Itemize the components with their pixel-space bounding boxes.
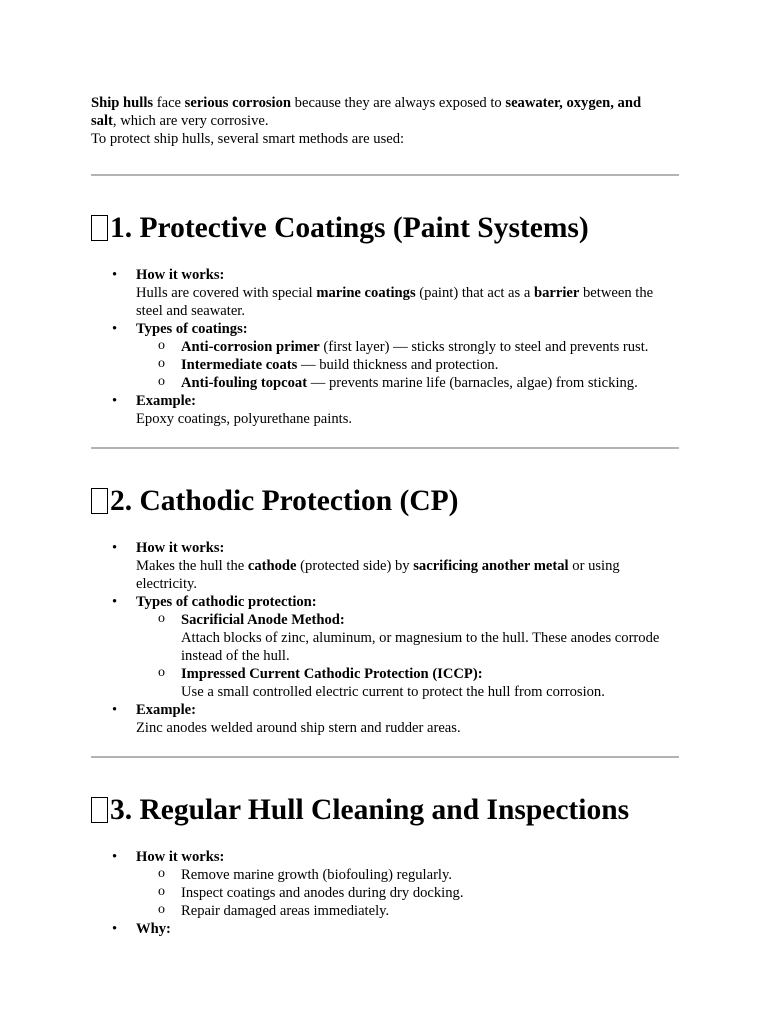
list-text: between the [579,285,654,301]
sublist [136,866,679,920]
example-text: Epoxy coatings, polyurethane paints. [136,411,353,427]
bold-term: Anti-corrosion primer [181,339,320,355]
list-text: electricity. [136,576,198,592]
types-label: Types of cathodic protection: [136,594,317,610]
list-text: steel and seawater. [136,303,245,319]
bold-term: cathode [247,558,297,574]
divider [91,447,679,449]
section-2-title: 2. Cathodic Protection (CP) [110,485,459,517]
list-item [91,920,679,938]
example-text: Zinc anodes welded around ship stern and rudder areas. [136,720,461,736]
why-label: Why: [136,921,171,937]
list-text: Use a small controlled electric current to protect the hull from corrosion. [181,684,605,700]
bold-term: Impressed Current Cathodic Protection (ICCP): [181,666,483,682]
intro-bold-ship-hulls: Ship hulls [91,95,154,111]
types-label: Types of coatings: [136,321,248,337]
sublist-item [136,338,679,356]
list-text: or using [568,558,620,574]
bold-term: Intermediate coats [181,357,298,373]
list-item [91,392,679,428]
section-2-list [91,539,679,737]
intro-bold-seawater: seawater, oxygen, and [505,95,642,111]
sublist-item [136,611,679,665]
intro-line-1 [91,94,679,112]
sublist-item [136,866,679,884]
sublist-item [136,665,679,701]
list-text: Inspect coatings and anodes during dry docking. [181,885,464,901]
missing-glyph-icon [91,215,108,241]
intro-text: , which are very corrosive. [112,113,269,129]
sublist-item [136,884,679,902]
section-3-heading [91,793,679,827]
divider [91,756,679,758]
list-text: Repair damaged areas immediately. [181,903,390,919]
intro-line-2 [91,112,679,130]
how-label: How it works: [136,267,225,283]
list-text: — prevents marine life (barnacles, algae) from sticking. [307,375,638,391]
section-3-list [91,848,679,938]
bold-term: sacrificing another metal [413,558,569,574]
example-label: Example: [136,393,196,409]
list-text: instead of the hull. [181,648,290,664]
bold-term: barrier [533,285,580,301]
sublist-item [136,374,679,392]
bold-term: Sacrificial Anode Method: [181,612,345,628]
section-2-heading [91,484,679,518]
list-item [91,266,679,320]
divider [91,174,679,176]
section-1-heading [91,211,679,245]
intro-paragraph [91,94,679,148]
section-3-title: 3. Regular Hull Cleaning and Inspections [110,794,630,826]
sublist-item [136,902,679,920]
intro-bold-corrosion: serious corrosion [184,95,292,111]
intro-bold-salt: salt [91,113,113,129]
section-1-title: 1. Protective Coatings (Paint Systems) [110,212,589,244]
list-text: (protected side) by [296,558,414,574]
bold-term: Anti-fouling topcoat [181,375,308,391]
list-text: — build thickness and protection. [297,357,499,373]
sublist [136,338,679,392]
how-label: How it works: [136,849,225,865]
list-item [91,848,679,920]
sublist-item [136,356,679,374]
missing-glyph-icon [91,797,108,823]
intro-text: face [153,95,185,111]
missing-glyph-icon [91,488,108,514]
list-item [91,320,679,392]
document-page [91,94,679,938]
list-item [91,539,679,593]
list-item [91,701,679,737]
section-1-list [91,266,679,428]
list-text: Remove marine growth (biofouling) regularly. [181,867,452,883]
list-text: (first layer) — sticks strongly to steel and prevents rust. [319,339,649,355]
intro-text: because they are always exposed to [291,95,506,111]
how-label: How it works: [136,540,225,556]
list-text: Makes the hull the [136,558,248,574]
list-item [91,593,679,701]
list-text: (paint) that act as a [415,285,534,301]
list-text: Hulls are covered with special [136,285,317,301]
example-label: Example: [136,702,196,718]
sublist [136,611,679,701]
list-text: Attach blocks of zinc, aluminum, or magnesium to the hull. These anodes corrode [181,630,660,646]
intro-line-3: To protect ship hulls, several smart methods are used: [91,131,405,147]
bold-term: marine coatings [316,285,416,301]
